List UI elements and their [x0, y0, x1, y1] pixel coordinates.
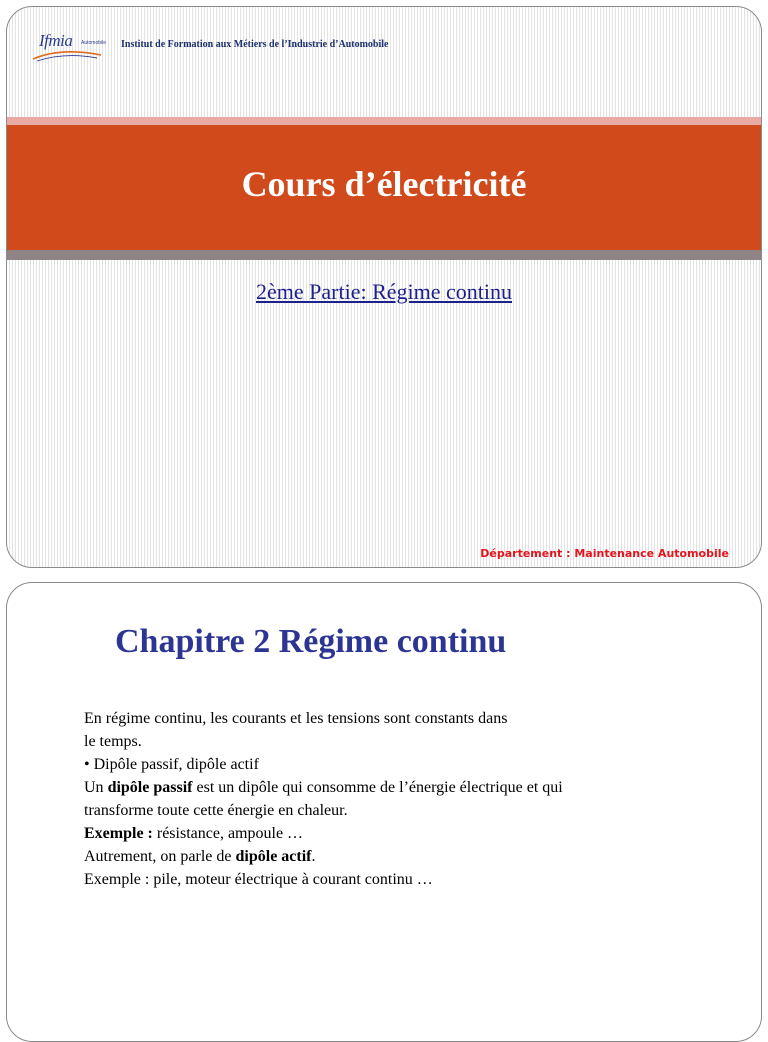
slide-header [7, 7, 761, 117]
slide-subtitle: 2ème Partie: Régime continu [256, 279, 512, 304]
line6-bold: Exemple : [84, 825, 153, 842]
line6-post: résistance, ampoule … [152, 825, 304, 842]
line4-post: est un dipôle qui consomme de l’énergie électrique et qui [192, 779, 563, 796]
ifmia-logo [31, 29, 107, 63]
logo-swoosh-icon [31, 49, 103, 63]
logo-subtext: Automobile [81, 40, 107, 46]
body-line-3: • Dipôle passif, dipôle actif [84, 756, 259, 773]
logo-text: Ifmia [39, 31, 73, 50]
line7-post: . [311, 848, 316, 865]
slide-1 [6, 6, 762, 568]
chapter-body [84, 707, 724, 891]
line7-bold: dipôle actif [235, 848, 312, 865]
line7-pre: Autrement, on parle de [84, 848, 236, 865]
gray-band [7, 250, 761, 260]
pink-band [7, 117, 761, 125]
slide-2 [6, 582, 762, 1042]
institute-name: Institut de Formation aux Métiers de l’Industrie d’Automobile [121, 39, 389, 50]
line4-pre: Un [84, 779, 108, 796]
chapter-title: Chapitre 2 Régime continu [115, 623, 507, 660]
body-line-8: Exemple : pile, moteur électrique à courant continu … [84, 871, 433, 888]
title-band [7, 125, 761, 250]
body-line-6 [84, 822, 724, 845]
body-line-2: le temps. [84, 733, 142, 750]
body-line-5: transforme toute cette énergie en chaleur. [84, 802, 348, 819]
slide-title: Cours d’électricité [241, 164, 527, 204]
body-line-1: En régime continu, les courants et les tensions sont constants dans [84, 710, 508, 727]
line4-bold: dipôle passif [107, 779, 193, 796]
body-line-4 [84, 776, 724, 799]
department-label: Département : Maintenance Automobile [480, 547, 729, 560]
body-line-7 [84, 845, 724, 868]
